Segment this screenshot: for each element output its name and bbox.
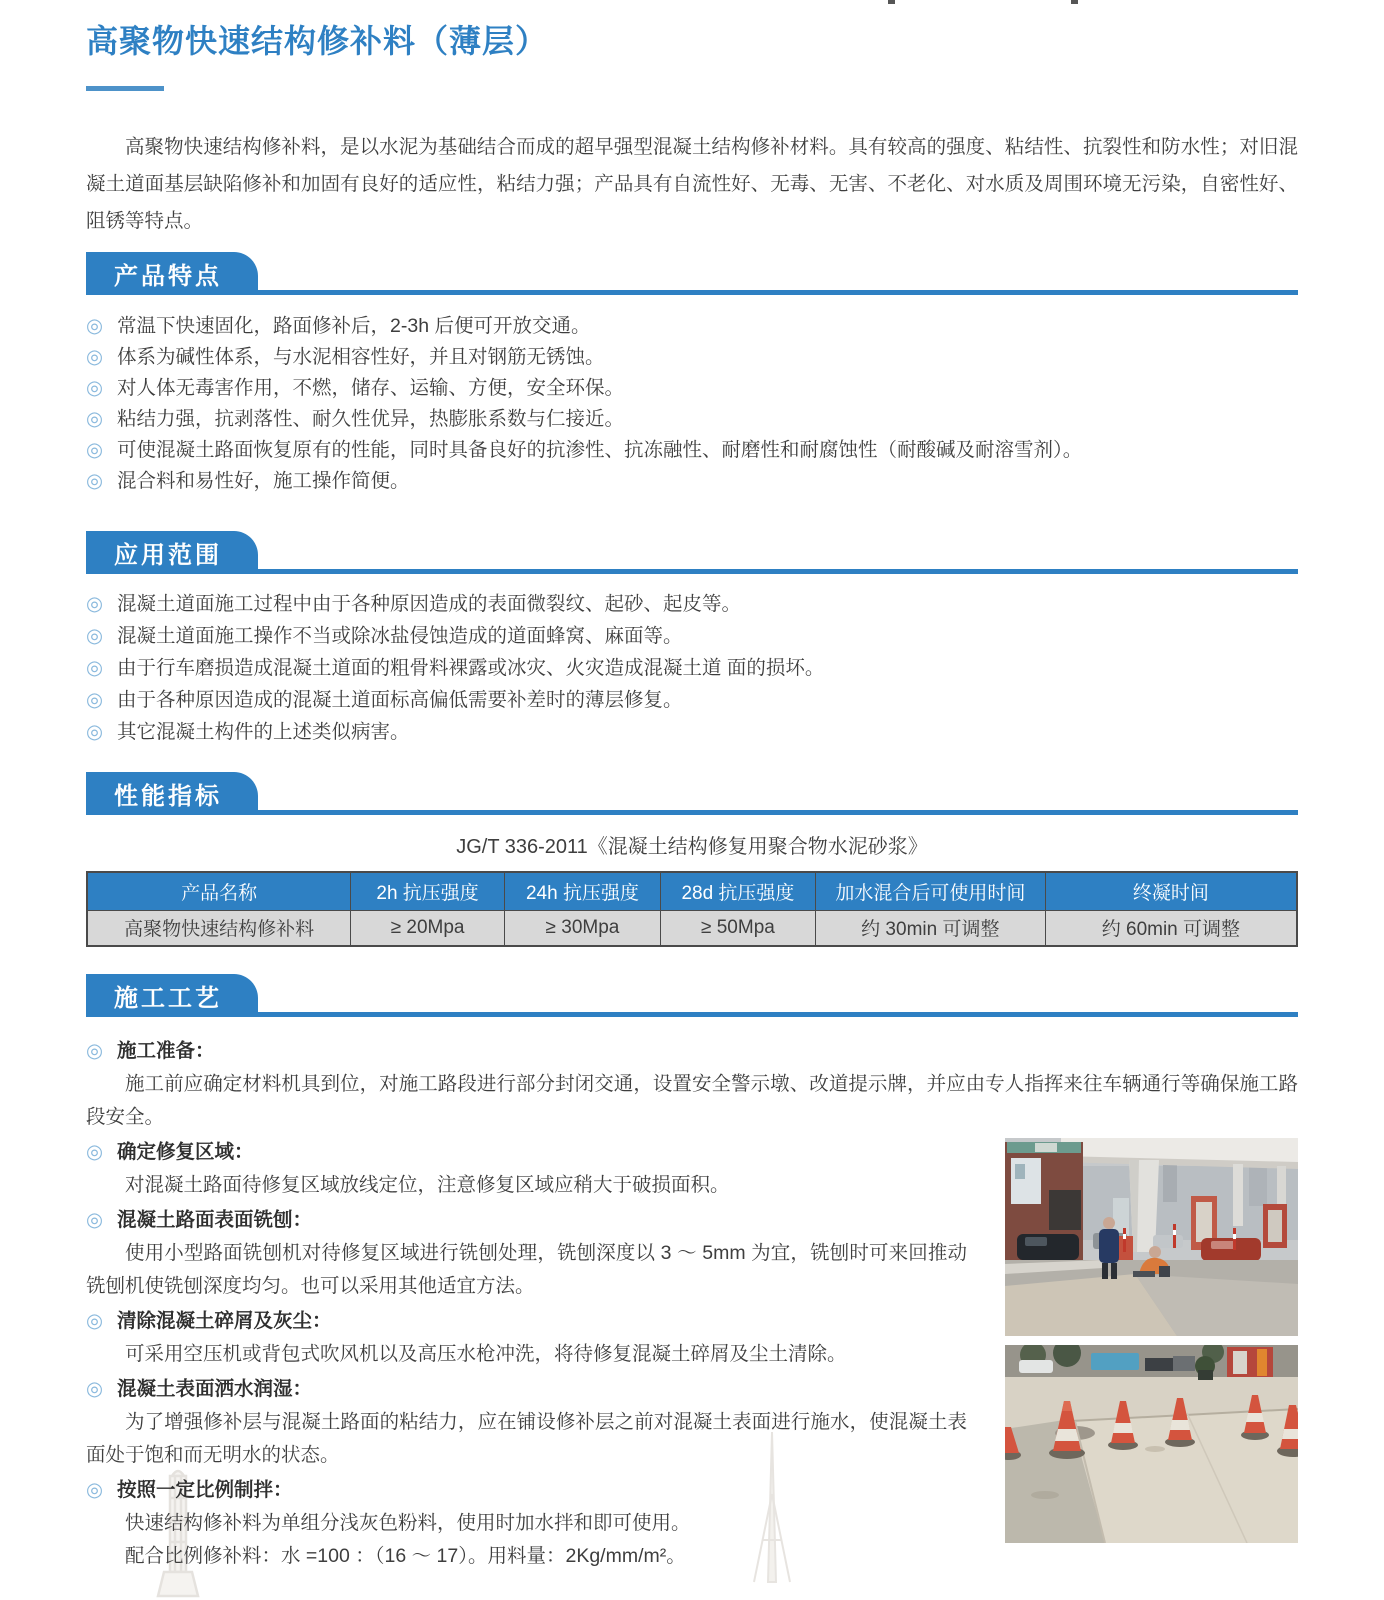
step-label-text: 施工准备： (117, 1040, 215, 1062)
step-body: 为了增强修补层与混凝土路面的粘结力，应在铺设修补层之前对混凝土表面进行施水，使混凝土表面处于饱和而无明水的状态。 (86, 1411, 967, 1466)
step-body: 对混凝土路面待修复区域放线定位，注意修复区域应稍大于破损面积。 (125, 1174, 730, 1196)
section-header-process (86, 974, 1298, 1017)
application-text: 由于行车磨损造成混凝土道面的粗骨料裸露或冰灾、火灾造成混凝土道 面的损坏。 (117, 657, 825, 679)
features-list (86, 311, 1298, 497)
table-cell: 约 30min 可调整 (815, 910, 1045, 946)
application-text: 混凝土道面施工过程中由于各种原因造成的表面微裂纹、起砂、起皮等。 (117, 593, 742, 615)
double-circle-bullet-icon: ◎ (86, 1310, 104, 1332)
table-cell: 约 60min 可调整 (1045, 910, 1297, 946)
construction-photo-repair-work (1005, 1138, 1298, 1336)
double-circle-bullet-icon: ◎ (86, 1209, 104, 1231)
table-header-cell: 终凝时间 (1045, 872, 1297, 910)
double-circle-bullet-icon: ◎ (86, 1378, 104, 1400)
section-header-features (86, 252, 1298, 295)
table-header-cell: 24h 抗压强度 (504, 872, 660, 910)
list-item (86, 588, 1298, 620)
photo-column (1005, 1138, 1298, 1543)
double-circle-bullet-icon: ◎ (86, 1040, 104, 1062)
section-tab-features: 产品特点 (86, 252, 258, 295)
application-text: 混凝土道面施工操作不当或除冰盐侵蚀造成的道面蜂窝、麻面等。 (117, 625, 683, 647)
table-row (87, 910, 1297, 946)
double-circle-bullet-icon: ◎ (86, 470, 104, 492)
list-item (86, 435, 1298, 466)
list-item (86, 404, 1298, 435)
step-label-text: 按照一定比例制拌： (117, 1479, 293, 1501)
list-item (86, 466, 1298, 497)
double-circle-bullet-icon: ◎ (86, 315, 104, 337)
table-cell: ≥ 20Mpa (351, 910, 505, 946)
double-circle-bullet-icon: ◎ (86, 593, 104, 615)
section-rule (86, 810, 1298, 815)
table-header-cell: 2h 抗压强度 (351, 872, 505, 910)
table-header-cell: 产品名称 (87, 872, 351, 910)
double-circle-bullet-icon: ◎ (86, 625, 104, 647)
section-header-applications (86, 531, 1298, 574)
list-item (86, 373, 1298, 404)
performance-table (86, 871, 1298, 947)
section-rule (86, 569, 1298, 574)
section-rule (86, 1012, 1298, 1017)
list-item (86, 684, 1298, 716)
double-circle-bullet-icon: ◎ (86, 1141, 104, 1163)
double-circle-bullet-icon: ◎ (86, 1479, 104, 1501)
double-circle-bullet-icon: ◎ (86, 346, 104, 368)
table-cell: ≥ 30Mpa (504, 910, 660, 946)
feature-text: 粘结力强，抗剥落性、耐久性优异，热膨胀系数与仁接近。 (117, 408, 625, 430)
double-circle-bullet-icon: ◎ (86, 657, 104, 679)
feature-text: 可使混凝土路面恢复原有的性能，同时具备良好的抗渗性、抗冻融性、耐磨性和耐腐蚀性（耐酸碱及耐溶雪剂）。 (117, 439, 1083, 461)
intro-paragraph: 高聚物快速结构修补料，是以水泥为基础结合而成的超早强型混凝土结构修补材料。具有较高的强度、粘结性、抗裂性和防水性；对旧混凝土道面基层缺陷修补和加固有良好的适应性，粘结力强；产品具有自流性好、无毒、无害、不老化、对水质及周围环境无污染，自密性好、阻锈等特点。 (86, 136, 1298, 232)
double-circle-bullet-icon: ◎ (86, 408, 104, 430)
table-header-cell: 加水混合后可使用时间 (815, 872, 1045, 910)
crop-artifact (1071, 0, 1078, 4)
section-tab-performance: 性能指标 (86, 772, 258, 815)
list-item (86, 716, 1298, 748)
step-body: 配合比例修补料：水 =100 ：（16 ～ 17）。用料量：2Kg/mm/m²。 (125, 1545, 686, 1567)
table-cell: ≥ 50Mpa (661, 910, 816, 946)
step-body: 快速结构修补料为单组分浅灰色粉料，使用时加水拌和即可使用。 (125, 1512, 691, 1534)
step-label-text: 混凝土表面洒水润湿： (117, 1378, 313, 1400)
applications-list (86, 588, 1298, 748)
application-text: 由于各种原因造成的混凝土道面标高偏低需要补差时的薄层修复。 (117, 689, 683, 711)
list-item (86, 652, 1298, 684)
standard-caption: JG/T 336-2011《混凝土结构修复用聚合物水泥砂浆》 (456, 836, 928, 858)
page-title: 高聚物快速结构修补料（薄层） (86, 23, 549, 59)
feature-text: 混合料和易性好，施工操作简便。 (117, 470, 410, 492)
double-circle-bullet-icon: ◎ (86, 689, 104, 711)
list-item (86, 342, 1298, 373)
table-cell: 高聚物快速结构修补料 (87, 910, 351, 946)
step-label-text: 确定修复区域： (117, 1141, 254, 1163)
construction-photo-cones (1005, 1345, 1298, 1543)
step-label (86, 1035, 1298, 1068)
process-section (86, 1035, 1298, 1573)
list-item (86, 311, 1298, 342)
crop-artifact (888, 0, 895, 4)
application-text: 其它混凝土构件的上述类似病害。 (117, 721, 410, 743)
step-body: 可采用空压机或背包式吹风机以及高压水枪冲洗，将待修复混凝土碎屑及尘土清除。 (125, 1343, 847, 1365)
list-item (86, 620, 1298, 652)
feature-text: 对人体无毒害作用，不燃，储存、运输、方便，安全环保。 (117, 377, 625, 399)
double-circle-bullet-icon: ◎ (86, 721, 104, 743)
step-label-text: 混凝土路面表面铣刨： (117, 1209, 313, 1231)
feature-text: 体系为碱性体系，与水泥相容性好，并且对钢筋无锈蚀。 (117, 346, 605, 368)
section-tab-process: 施工工艺 (86, 974, 258, 1017)
title-dash (86, 86, 164, 91)
step-body: 施工前应确定材料机具到位，对施工路段进行部分封闭交通，设置安全警示墩、改道提示牌，并应由专人指挥来往车辆通行等确保施工路段安全。 (86, 1073, 1298, 1128)
table-header-cell: 28d 抗压强度 (661, 872, 816, 910)
double-circle-bullet-icon: ◎ (86, 439, 104, 461)
step-label-text: 清除混凝土碎屑及灰尘： (117, 1310, 332, 1332)
section-tab-applications: 应用范围 (86, 531, 258, 574)
section-header-performance (86, 772, 1298, 815)
step-body: 使用小型路面铣刨机对待修复区域进行铣刨处理，铣刨深度以 3 ～ 5mm 为宜，铣刨时可来回推动铣刨机使铣刨深度均匀。也可以采用其他适宜方法。 (86, 1242, 967, 1297)
page-content (86, 0, 1298, 1573)
double-circle-bullet-icon: ◎ (86, 377, 104, 399)
table-header-row (87, 872, 1297, 910)
feature-text: 常温下快速固化，路面修补后，2-3h 后便可开放交通。 (117, 315, 591, 337)
section-rule (86, 290, 1298, 295)
